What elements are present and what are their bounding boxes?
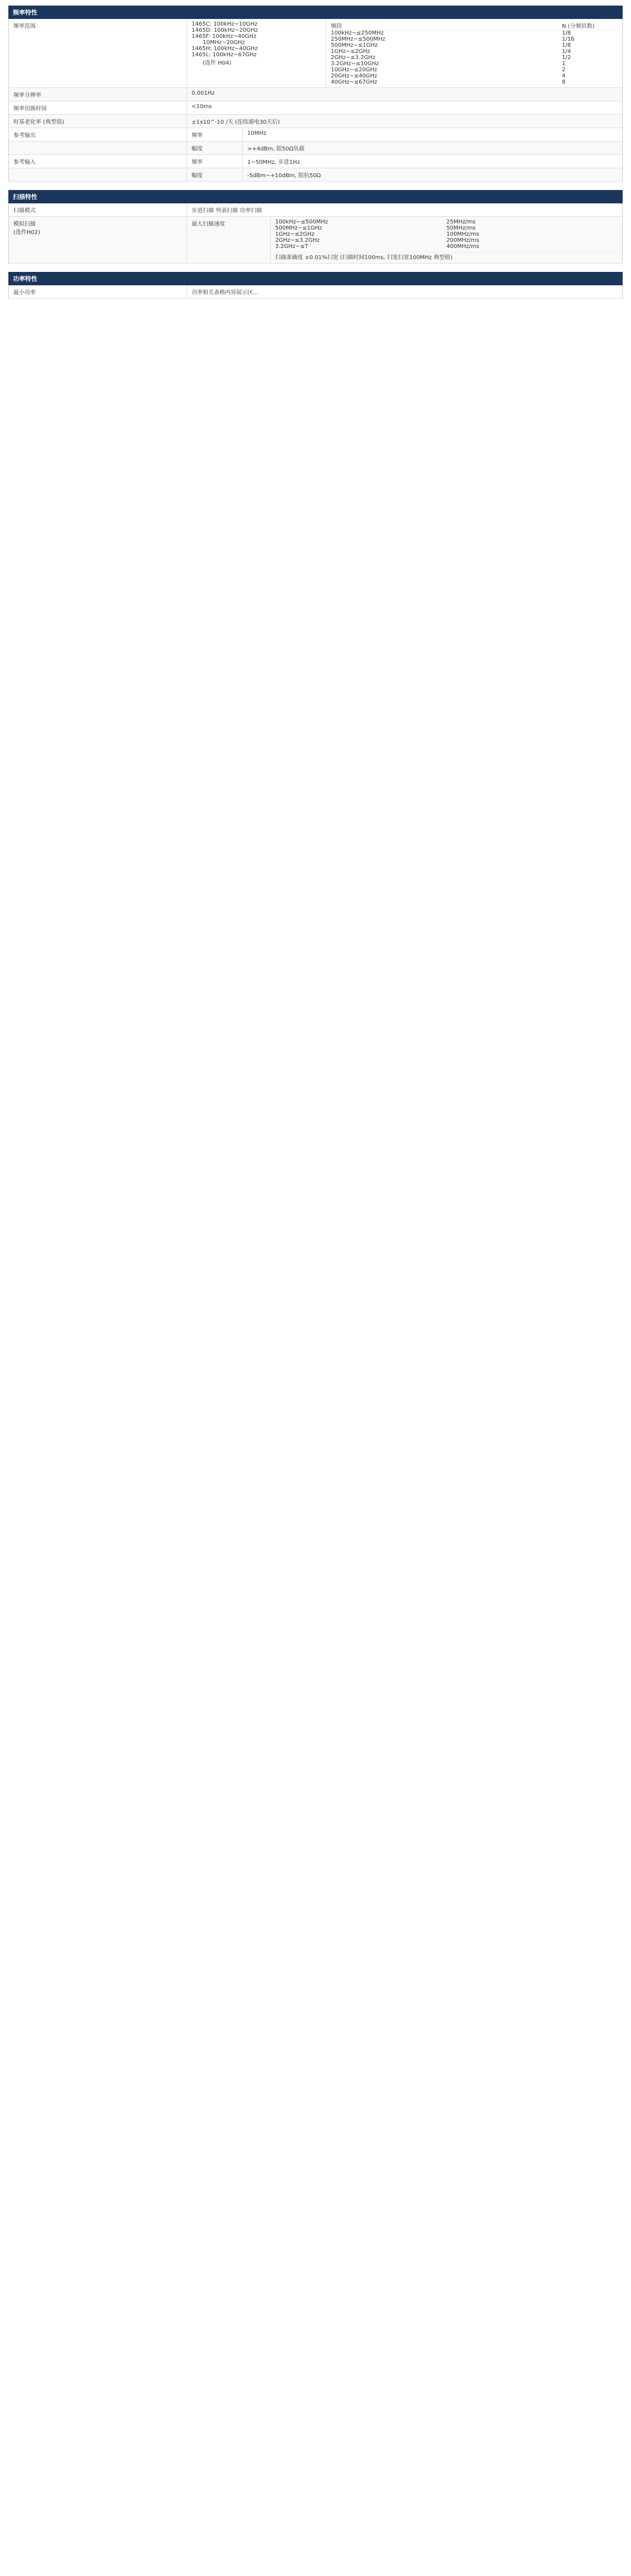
section-frequency: 频率特性 频率范围 1465C: 100kHz~10GHz 1465D: 100kHz~20GHz 1465F: 100kHz~40GHz 10MHz~20GHz 1465H: 100kHz~40GHz 1465L: 100kHz~67GHz (选件 H04) 频段 N (分频倍数) 100kHz~≤250MHz 1/8 250MHz~≤500MHz 1/16 500MHz~≤1GHz 1/8 1GHz~≤2GHz 1/4 2GHz~≤3.2GHz 1/2 3.2GHz~≤10GHz 1 10GHz~≤20GHz 2 20GHz~≤40GHz 4 40GHz~≤67GHz 8 频率分辨率 0.001Hz 频率切换时间 <10ms 时基老化率 (典型值) ±1x10^-10 /天 (连续通电30天后) 参考输出 频率 10MHz 幅度 >+4dBm, 阻50Ω负载 参考输入 频率 1~50MHz, 步进1Hz 幅度 -5dBm~+10dBm, 阻抗50Ω (8, 6, 623, 182)
section-power: 功率特性 最小功率 功率相关表格内容展示区... (8, 272, 623, 299)
section-sweep: 扫描特性 扫描模式 步进扫描 列表扫描 功率扫描 模拟扫描 (选件H02) 最大扫描速度 100kHz~≤500MHz 25MHz/ms 500MHz~≤1GHz 50MHz/ms 1GHz~≤2GHz 100MHz/ms 2GHz~≤3.2GHz 200MHz/ms 3.2GHz~≤T 400MHz/ms 扫描准确度 ±0.01%扫宽 (扫描时间100ms, 扫宽扫宽100MHz 典型值) (8, 190, 623, 264)
section-title: 频率特性 (8, 6, 623, 19)
row-freq-range: 频率范围 1465C: 100kHz~10GHz 1465D: 100kHz~20GHz 1465F: 100kHz~40GHz 10MHz~20GHz 1465H: 100kHz~40GHz 1465L: 100kHz~67GHz (选件 H04) 频段 N (分频倍数) 100kHz~≤250MHz 1/8 250MHz~≤500MHz 1/16 500MHz~≤1GHz 1/8 1GHz~≤2GHz 1/4 2GHz~≤3.2GHz 1/2 3.2GHz~≤10GHz 1 10GHz~≤20GHz 2 20GHz~≤40GHz 4 40GHz~≤67GHz 8 (9, 19, 622, 88)
document-root (8, 6, 623, 299)
